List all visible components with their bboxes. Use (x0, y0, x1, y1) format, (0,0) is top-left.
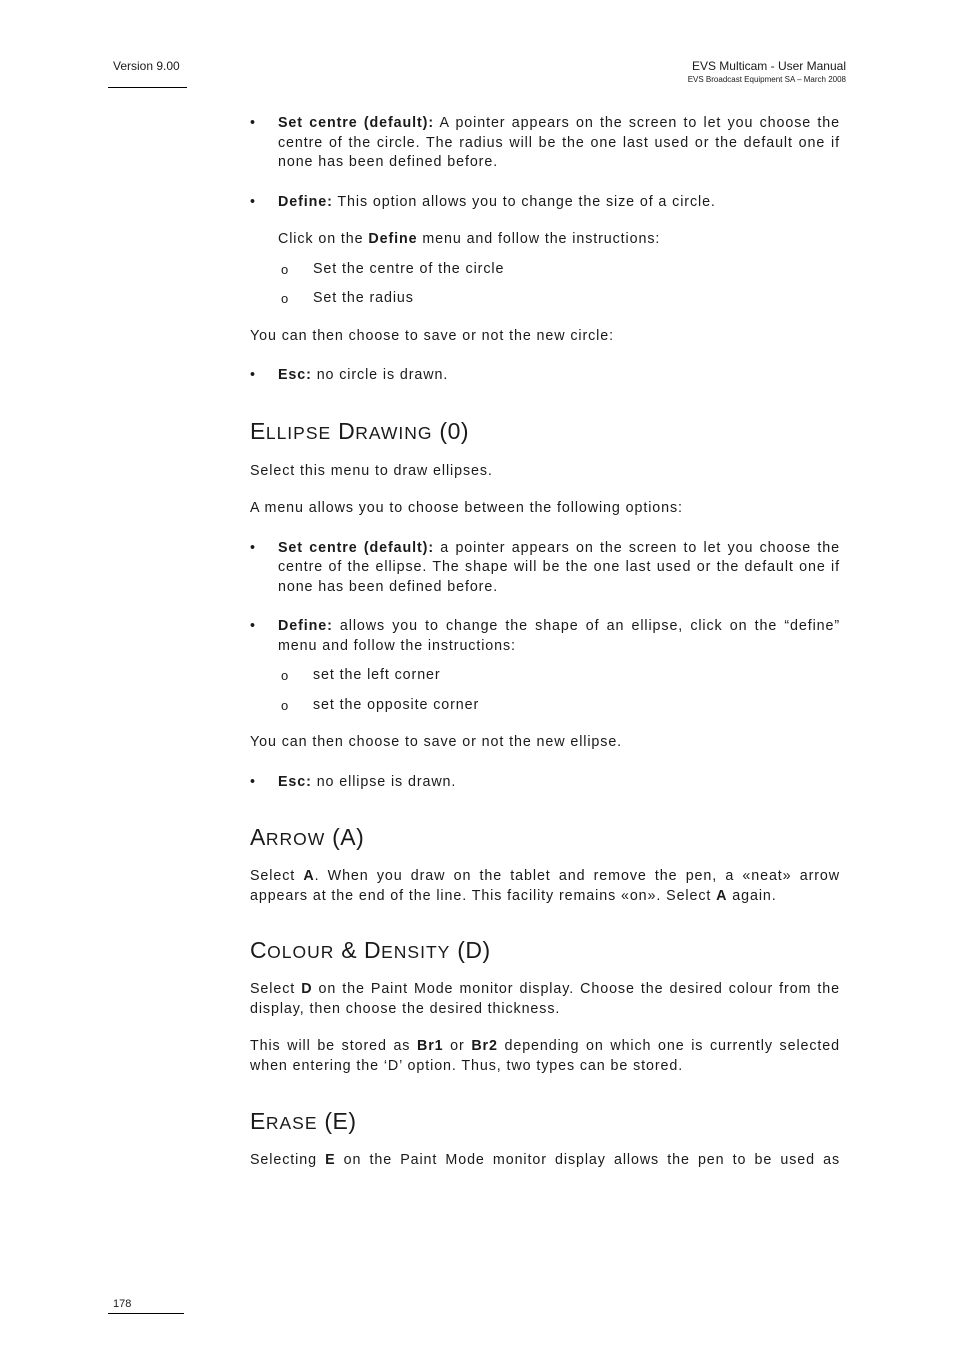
key-letter: A (716, 887, 728, 904)
item-text: This option allows you to change the size of a circle. (337, 193, 716, 210)
bullet-icon: • (250, 115, 256, 131)
bullet-icon: • (250, 367, 256, 383)
circle-bullet-icon: o (281, 668, 290, 683)
publisher-line: EVS Broadcast Equipment SA – March 2008 (687, 75, 846, 84)
text-part: depending on which one is currently selected when entering the ‘D’ option. Thus, two types can be stored. (250, 1038, 840, 1074)
heading-cap: D (338, 417, 356, 444)
section-heading-colour (250, 936, 840, 966)
list-item (250, 773, 840, 793)
key-letter: E (325, 1152, 336, 1168)
bullet-icon: • (250, 539, 256, 556)
paragraph (250, 980, 840, 1019)
term: Set centre (default): (278, 115, 434, 131)
text-part: menu and follow the instructions: (417, 231, 661, 247)
term: Esc: (278, 773, 312, 790)
item-text: set the left corner (313, 667, 441, 683)
section-heading-ellipse (250, 417, 840, 447)
paragraph (250, 867, 840, 906)
text-part: Select (250, 868, 304, 884)
manual-title: EVS Multicam - User Manual (691, 59, 846, 73)
text-part: Click on the (278, 231, 369, 247)
list-item (250, 539, 840, 598)
section-heading-erase (250, 1107, 840, 1137)
circle-bullet-icon: o (281, 697, 290, 713)
heading-cap: E (250, 1108, 266, 1134)
list-item (250, 366, 840, 386)
heading-smallcaps: RASE (265, 1113, 318, 1133)
heading-suffix: (0) (439, 417, 470, 444)
item-text: a pointer appears on the screen to let you choose the centre of the ellipse. The shape will be the one last used or the default one if none has been defined before. (278, 539, 840, 595)
header-rule (108, 87, 187, 88)
paragraph: Select this menu to draw ellipses. (250, 462, 493, 479)
page-number: 178 (113, 1298, 132, 1310)
key-letter: D (301, 981, 313, 997)
heading-smallcaps: RROW (265, 829, 326, 849)
term: Set centre (default): (278, 539, 434, 556)
key-letter: Br2 (471, 1038, 498, 1054)
circle-bullet-icon: o (281, 291, 290, 306)
text-part: on the Paint Mode monitor display allows the pen to be used as (335, 1152, 840, 1168)
list-item (250, 114, 840, 173)
text-part: . When you draw on the tablet and remove the pen, a «neat» arrow appears at the end of the line. This facility remains «on». Select (250, 868, 840, 904)
term: Define: (278, 618, 333, 634)
item-text: Set the centre of the circle (313, 260, 505, 277)
footer-rule (108, 1313, 184, 1314)
heading-smallcaps: LLIPSE (265, 422, 332, 443)
heading-cap: E (250, 417, 266, 444)
paragraph: You can then choose to save or not the new ellipse. (250, 734, 623, 750)
item-text: no ellipse is drawn. (316, 773, 457, 790)
header-right (688, 59, 846, 84)
text-part: This will be stored as (250, 1038, 417, 1054)
paragraph: A menu allows you to choose between the following options: (250, 500, 683, 516)
item-text: Set the radius (313, 290, 414, 306)
text-part: or (443, 1038, 472, 1054)
paragraph (250, 1151, 840, 1171)
text-part: again. (727, 887, 777, 904)
heading-amp: & (341, 937, 358, 963)
heading-cap: A (250, 824, 266, 850)
heading-cap: C (250, 937, 268, 963)
text-part: on the Paint Mode monitor display. Choose the desired colour from the display, then choose the desired thickness. (250, 981, 840, 1017)
item-text: allows you to change the shape of an ellipse, click on the “define” menu and follow the instructions: (278, 618, 841, 654)
heading-suffix: (E) (324, 1108, 357, 1134)
instruction-line (250, 230, 840, 250)
sub-list-item (250, 260, 840, 280)
bullet-icon: • (250, 773, 256, 790)
bullet-icon: • (250, 193, 256, 210)
heading-cap: D (363, 937, 382, 963)
heading-suffix: (D) (457, 937, 491, 963)
heading-smallcaps: ENSITY (381, 942, 451, 962)
term: Define: (278, 193, 333, 210)
heading-smallcaps: OLOUR (267, 942, 335, 962)
sub-list-item (250, 696, 840, 716)
heading-smallcaps: RAWING (355, 422, 433, 443)
section-heading-arrow (250, 823, 840, 853)
item-text: set the opposite corner (313, 696, 480, 713)
page-content (250, 114, 840, 1171)
item-text: A pointer appears on the screen to let you choose the centre of the circle. The radius will be the one last used or the default one if none has been defined before. (278, 115, 840, 170)
sub-list-item (250, 289, 840, 309)
key-letter: A (303, 868, 315, 884)
list-item (250, 193, 840, 213)
key-letter: Br1 (416, 1038, 444, 1054)
paragraph: You can then choose to save or not the new circle: (250, 327, 614, 344)
text-part: Selecting (250, 1152, 326, 1168)
term: Esc: (278, 367, 312, 383)
circle-bullet-icon: o (281, 261, 290, 277)
bullet-icon: • (250, 618, 256, 634)
item-text: no circle is drawn. (316, 367, 449, 383)
paragraph (250, 1037, 840, 1076)
heading-suffix: (A) (332, 824, 365, 850)
header-version: Version 9.00 (113, 59, 180, 73)
term: Define (368, 231, 418, 247)
text-part: Select (250, 981, 302, 997)
list-item (250, 617, 840, 656)
sub-list-item (250, 666, 840, 686)
